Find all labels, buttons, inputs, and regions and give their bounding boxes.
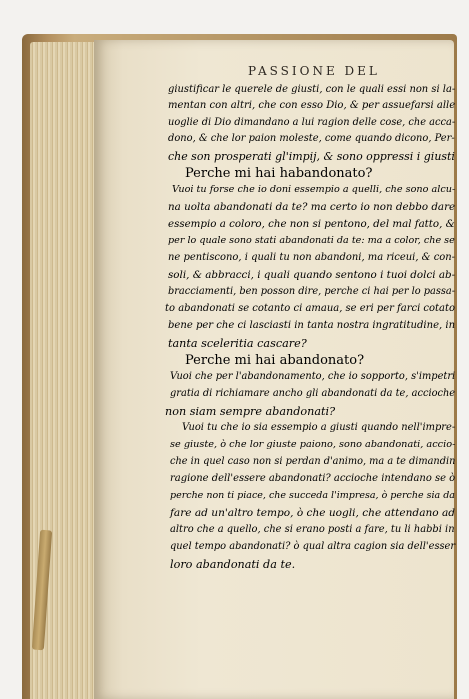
text-line: ragione dell'essere abandonati? accioche intendano se ò bbox=[170, 473, 456, 484]
section-heading: Perche mi hai habandonato? bbox=[185, 166, 373, 181]
text-line: per lo quale sono stati abandonati da te: ma a color, che se bbox=[168, 235, 455, 246]
text-line: loro abandonati da te. bbox=[170, 558, 296, 571]
text-line: perche non ti piace, che succeda l'impresa, ò perche sia da bbox=[170, 490, 455, 501]
text-line: Vuoi tu che io sia essempio a giusti quando nell'impre- bbox=[182, 422, 456, 433]
text-line: giustificar le querele de giusti, con le quali essi non si la- bbox=[168, 84, 456, 95]
running-header: PASSIONE DEL bbox=[248, 64, 380, 78]
text-line: che son prosperati gl'impij, & sono oppressi i giusti bbox=[168, 150, 455, 163]
text-line: Vuoi che per l'abandonamento, che io sopporto, s'impetri bbox=[170, 371, 456, 382]
text-line: che in quel caso non si perdan d'animo, ma a te dimandin bbox=[170, 456, 456, 467]
text-line: quel tempo abandonati? ò qual altra cagion sia dell'esser bbox=[170, 541, 456, 552]
text-line: dono, & che lor paion moleste, come quando dicono, Per- bbox=[168, 133, 455, 144]
text-line: non siam sempre abandonati? bbox=[165, 405, 336, 418]
text-line: na uolta abandonati da te? ma certo io non debbo dare bbox=[168, 201, 456, 213]
text-line: se giuste, ò che lor giuste paiono, sono abandonati, accio- bbox=[170, 439, 456, 450]
text-line: essempio a coloro, che non si pentono, del mal fatto, & bbox=[168, 218, 455, 230]
text-line: bracciamenti, ben posson dire, perche ci hai per lo passa- bbox=[168, 286, 456, 297]
text-line: fare ad un'altro tempo, ò che uogli, che attendano ad bbox=[170, 507, 456, 519]
text-line: gratia di richiamare ancho gli abandonati da te, accioche bbox=[170, 388, 456, 399]
text-line: altro che a quello, che si erano posti a fare, tu li habbi in bbox=[170, 524, 455, 535]
text-line: tanta sceleritia cascare? bbox=[168, 337, 307, 350]
text-line: Vuoi tu forse che io doni essempio a quelli, che sono alcu- bbox=[172, 184, 456, 195]
text-line: soli, & abbracci, i quali quando sentono i tuoi dolci ab- bbox=[168, 269, 456, 281]
text-line: mentan con altri, che con esso Dio, & per assuefarsi alle bbox=[168, 100, 456, 111]
section-heading: Perche mi hai abandonato? bbox=[185, 353, 365, 368]
text-line: to abandonati se cotanto ci amaua, se eri per farci cotato bbox=[165, 303, 456, 314]
text-line: bene per che ci lasciasti in tanta nostra ingratitudine, in bbox=[168, 320, 456, 331]
text-line: ne pentiscono, i quali tu non abandoni, ma riceui, & con- bbox=[168, 252, 456, 263]
text-line: uoglie di Dio dimandano a lui ragion delle cose, che acca- bbox=[168, 117, 456, 128]
